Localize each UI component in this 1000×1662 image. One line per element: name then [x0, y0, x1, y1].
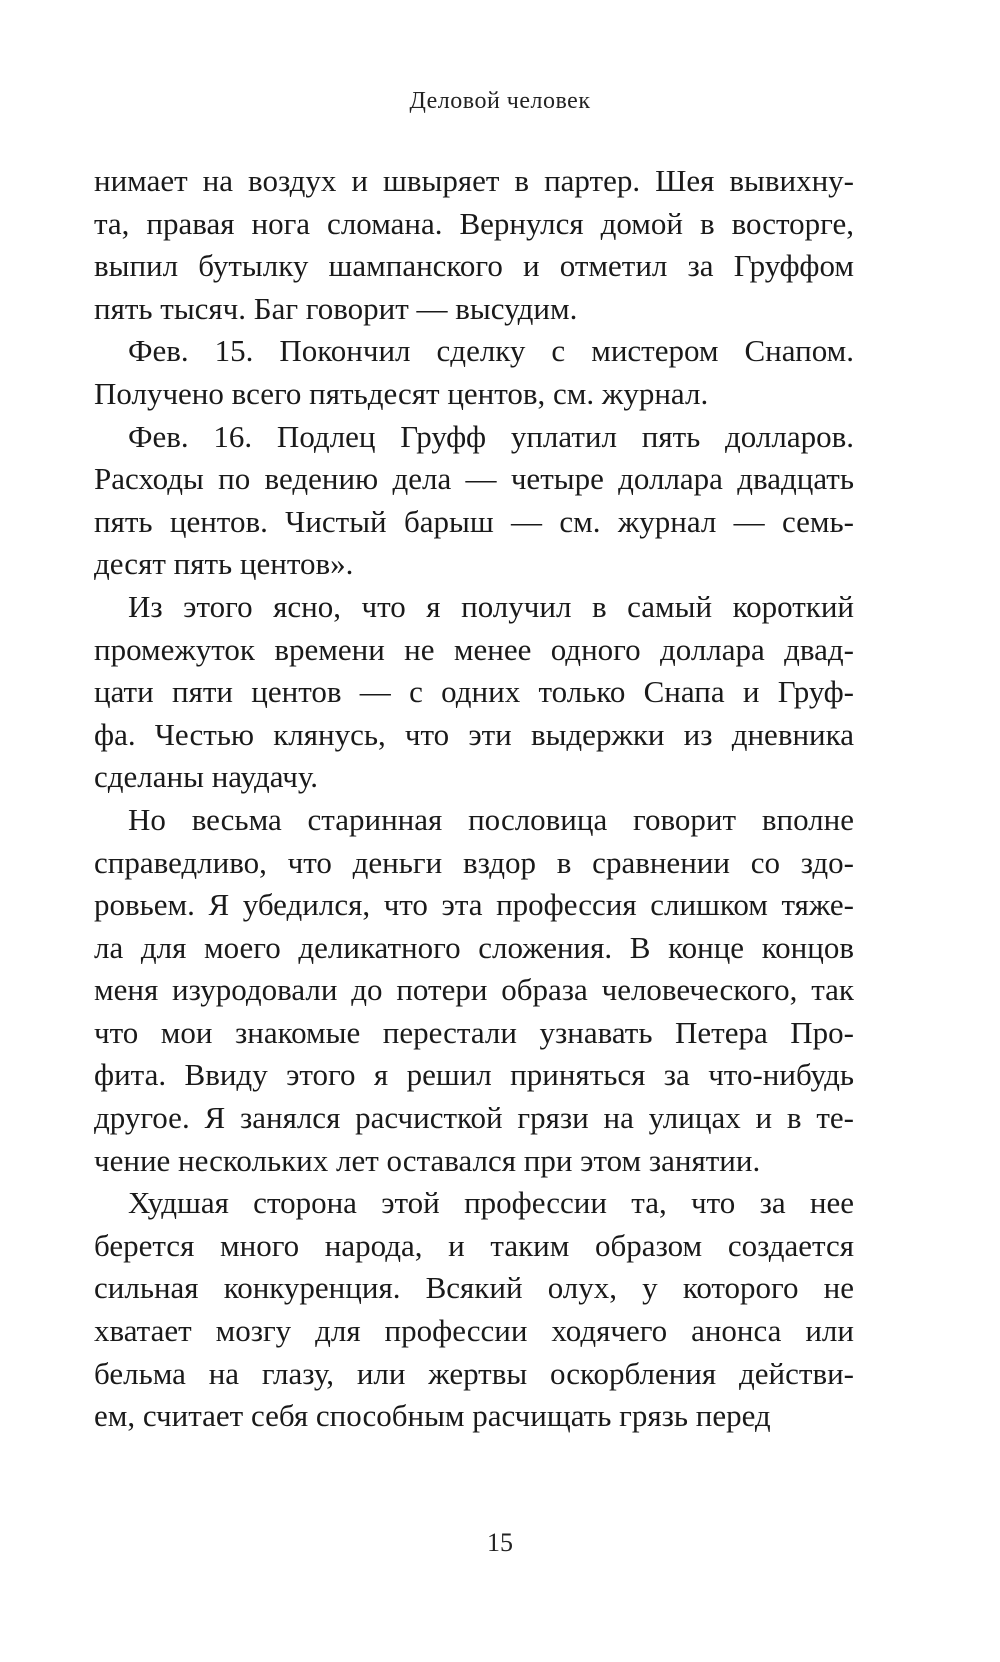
paragraph	[94, 1182, 854, 1438]
running-head: Деловой человек	[409, 88, 591, 114]
text-line: промежуток времени не менее одного доллара двад-	[94, 631, 854, 667]
text-line: нимает на воздух и швыряет в партер. Шея вывихну-	[94, 163, 854, 198]
text-line: ем, считает себя способным расчищать грязь перед	[94, 1398, 771, 1434]
paragraph	[94, 330, 854, 415]
text-line: что мои знакомые перестали узнавать Петера Про-	[94, 1014, 854, 1050]
text-line: справедливо, что деньги вздор в сравнении со здо-	[94, 844, 854, 880]
text-line: пять центов. Чистый барыш — см. журнал — семь-	[94, 503, 854, 539]
text-line: пять тысяч. Баг говорит — высудим.	[94, 290, 578, 326]
text-line: цати пяти центов — с одних только Снапа и Груф-	[94, 674, 854, 710]
paragraph	[94, 416, 854, 586]
text-line: Фев. 16. Подлец Груфф уплатил пять долларов.	[128, 418, 854, 454]
text-line: Фев. 15. Покончил сделку с мистером Снапом.	[128, 333, 854, 369]
text-line: берется много народа, и таким образом создается	[94, 1227, 854, 1263]
text-line: фита. Ввиду этого я решил приняться за что-нибудь	[94, 1057, 854, 1093]
paragraph	[94, 799, 854, 1182]
text-line: сделаны наудачу.	[94, 759, 319, 795]
text-line: та, правая нога сломана. Вернулся домой в восторге,	[94, 205, 854, 241]
body-text	[94, 160, 854, 1438]
text-line: чение нескольких лет оставался при этом занятии.	[94, 1142, 761, 1178]
text-line: фа. Честью клянусь, что эти выдержки из дневника	[94, 716, 854, 752]
page-number: 15	[487, 1528, 513, 1557]
text-line: хватает мозгу для профессии ходячего анонса или	[94, 1313, 854, 1349]
text-line: Худшая сторона этой профессии та, что за нее	[128, 1185, 854, 1221]
text-line: Получено всего пятьдесят центов, см. журнал.	[94, 375, 709, 411]
text-line: ровьем. Я убедился, что эта профессия слишком тяже-	[94, 887, 854, 923]
paragraph	[94, 586, 854, 799]
text-line: выпил бутылку шампанского и отметил за Груффом	[94, 248, 854, 284]
text-line: меня изуродовали до потери образа человеческого, так	[94, 972, 854, 1008]
text-line: сильная конкуренция. Всякий олух, у которого не	[94, 1270, 854, 1306]
text-line: ла для моего деликатного сложения. В конце концов	[94, 929, 854, 965]
text-line: Из этого ясно, что я получил в самый короткий	[128, 588, 854, 624]
text-line: бельма на глазу, или жертвы оскорбления действи-	[94, 1355, 854, 1391]
text-line: Но весьма старинная пословица говорит вполне	[128, 801, 854, 837]
paragraph	[94, 160, 854, 330]
text-line: Расходы по ведению дела — четыре доллара двадцать	[94, 461, 854, 497]
text-line: десят пять центов».	[94, 546, 354, 582]
text-line: другое. Я занялся расчисткой грязи на улицах и в те-	[94, 1100, 854, 1136]
